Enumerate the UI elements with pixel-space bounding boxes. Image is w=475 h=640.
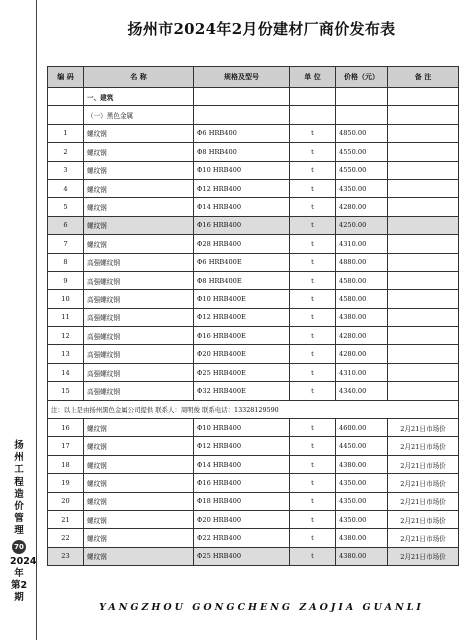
row-price: 4250.00 (336, 216, 388, 234)
table-header-row (48, 67, 459, 88)
row-code: 3 (48, 161, 84, 179)
subsection-row (48, 106, 459, 124)
table-row (48, 363, 459, 381)
row-remark (388, 198, 459, 216)
table-row (48, 290, 459, 308)
row-unit: t (290, 474, 336, 492)
page-title: 扬州市2024年2月份建材厂商价发布表 (127, 20, 396, 38)
row-spec: Φ8 HRB400 (194, 143, 290, 161)
row-unit: t (290, 363, 336, 381)
row-unit: t (290, 419, 336, 437)
row-unit: t (290, 327, 336, 345)
row-name: 高强螺纹钢 (84, 290, 194, 308)
row-remark (388, 216, 459, 234)
row-remark (388, 179, 459, 197)
row-code: 16 (48, 419, 84, 437)
table-row (48, 547, 459, 565)
row-price: 4280.00 (336, 327, 388, 345)
row-code: 19 (48, 474, 84, 492)
row-code: 9 (48, 271, 84, 289)
row-price: 4380.00 (336, 529, 388, 547)
table-row (48, 179, 459, 197)
row-remark: 2月21日市场价 (388, 529, 459, 547)
row-spec: Φ22 HRB400 (194, 529, 290, 547)
row-spec: Φ12 HRB400 (194, 437, 290, 455)
header-unit: 单 位 (290, 67, 336, 88)
row-unit: t (290, 216, 336, 234)
row-unit: t (290, 124, 336, 142)
row-code: 11 (48, 308, 84, 326)
table-row (48, 235, 459, 253)
row-code: 15 (48, 382, 84, 400)
row-price: 4280.00 (336, 198, 388, 216)
row-name: 高强螺纹钢 (84, 253, 194, 271)
journal-name: 扬州工程造价管理 (14, 440, 24, 537)
header-name: 名 称 (84, 67, 194, 88)
row-name: 螺纹钢 (84, 419, 194, 437)
table-row (48, 216, 459, 234)
row-name: 高强螺纹钢 (84, 327, 194, 345)
row-unit: t (290, 143, 336, 161)
row-code: 14 (48, 363, 84, 381)
row-name: 高强螺纹钢 (84, 271, 194, 289)
row-price: 4310.00 (336, 363, 388, 381)
row-name: 螺纹钢 (84, 547, 194, 565)
row-name: 螺纹钢 (84, 474, 194, 492)
row-spec: Φ18 HRB400 (194, 492, 290, 510)
price-table (47, 66, 459, 566)
row-remark: 2月21日市场价 (388, 474, 459, 492)
row-spec: Φ14 HRB400 (194, 455, 290, 473)
row-unit: t (290, 179, 336, 197)
row-remark (388, 382, 459, 400)
row-code: 4 (48, 179, 84, 197)
row-spec: Φ14 HRB400 (194, 198, 290, 216)
row-unit: t (290, 529, 336, 547)
row-unit: t (290, 198, 336, 216)
row-name: 高强螺纹钢 (84, 308, 194, 326)
table-row (48, 382, 459, 400)
row-price: 4580.00 (336, 271, 388, 289)
table-row (48, 143, 459, 161)
table-row (48, 253, 459, 271)
row-spec: Φ10 HRB400 (194, 419, 290, 437)
section-title: 一、建筑 (84, 88, 194, 106)
row-spec: Φ20 HRB400E (194, 345, 290, 363)
row-spec: Φ12 HRB400E (194, 308, 290, 326)
side-journal-label (10, 440, 37, 604)
row-remark: 2月21日市场价 (388, 547, 459, 565)
row-name: 螺纹钢 (84, 235, 194, 253)
row-price: 4380.00 (336, 547, 388, 565)
row-code: 10 (48, 290, 84, 308)
table-row (48, 437, 459, 455)
row-unit: t (290, 345, 336, 363)
row-name: 螺纹钢 (84, 161, 194, 179)
row-unit: t (290, 510, 336, 528)
row-spec: Φ16 HRB400 (194, 474, 290, 492)
row-code: 8 (48, 253, 84, 271)
row-price: 4380.00 (336, 455, 388, 473)
row-spec: Φ25 HRB400E (194, 363, 290, 381)
row-price: 4880.00 (336, 253, 388, 271)
table-row (48, 529, 459, 547)
row-unit: t (290, 235, 336, 253)
table-row (48, 308, 459, 326)
row-spec: Φ28 HRB400 (194, 235, 290, 253)
row-remark (388, 345, 459, 363)
table-row (48, 510, 459, 528)
row-price: 4340.00 (336, 382, 388, 400)
row-price: 4550.00 (336, 143, 388, 161)
row-remark: 2月21日市场价 (388, 510, 459, 528)
header-spec: 规格及型号 (194, 67, 290, 88)
row-unit: t (290, 455, 336, 473)
footer-journal-pinyin: YANGZHOU GONGCHENG ZAOJIA GUANLI (99, 602, 424, 613)
row-remark (388, 161, 459, 179)
header-remark: 备 注 (388, 67, 459, 88)
row-name: 螺纹钢 (84, 492, 194, 510)
row-price: 4280.00 (336, 345, 388, 363)
table-row (48, 327, 459, 345)
row-name: 螺纹钢 (84, 510, 194, 528)
row-code: 2 (48, 143, 84, 161)
table-row (48, 492, 459, 510)
table-row (48, 271, 459, 289)
row-spec: Φ6 HRB400E (194, 253, 290, 271)
table-row (48, 161, 459, 179)
row-unit: t (290, 547, 336, 565)
row-remark (388, 143, 459, 161)
table-row (48, 455, 459, 473)
row-price: 4380.00 (336, 308, 388, 326)
row-remark (388, 235, 459, 253)
row-code: 20 (48, 492, 84, 510)
row-name: 螺纹钢 (84, 455, 194, 473)
row-code: 7 (48, 235, 84, 253)
row-remark: 2月21日市场价 (388, 455, 459, 473)
row-name: 螺纹钢 (84, 124, 194, 142)
row-price: 4580.00 (336, 290, 388, 308)
row-name: 螺纹钢 (84, 216, 194, 234)
row-spec: Φ25 HRB400 (194, 547, 290, 565)
row-name: 螺纹钢 (84, 198, 194, 216)
subsection-title: （一）黑色金属 (84, 106, 194, 124)
row-remark: 2月21日市场价 (388, 437, 459, 455)
table-row (48, 345, 459, 363)
row-price: 4550.00 (336, 161, 388, 179)
row-remark: 2月21日市场价 (388, 492, 459, 510)
row-spec: Φ20 HRB400 (194, 510, 290, 528)
row-name: 螺纹钢 (84, 143, 194, 161)
row-price: 4350.00 (336, 474, 388, 492)
page-number: 70 (12, 540, 26, 554)
row-code: 13 (48, 345, 84, 363)
table-row (48, 419, 459, 437)
row-remark: 2月21日市场价 (388, 419, 459, 437)
row-remark (388, 271, 459, 289)
issue-label: 2024年第2期 (10, 555, 37, 604)
row-price: 4350.00 (336, 492, 388, 510)
row-remark (388, 363, 459, 381)
row-unit: t (290, 382, 336, 400)
table-row (48, 124, 459, 142)
row-code: 6 (48, 216, 84, 234)
row-name: 高强螺纹钢 (84, 382, 194, 400)
row-spec: Φ10 HRB400E (194, 290, 290, 308)
row-unit: t (290, 308, 336, 326)
supplier-note: 注：以上是由扬州黑色金属公司提供 联系人：周明俊 联系电话：13328129590 (48, 400, 459, 418)
row-spec: Φ10 HRB400 (194, 161, 290, 179)
row-spec: Φ6 HRB400 (194, 124, 290, 142)
row-spec: Φ32 HRB400E (194, 382, 290, 400)
row-remark (388, 327, 459, 345)
row-unit: t (290, 253, 336, 271)
note-row (48, 400, 459, 418)
row-name: 螺纹钢 (84, 529, 194, 547)
row-code: 5 (48, 198, 84, 216)
table-row (48, 474, 459, 492)
row-remark (388, 290, 459, 308)
row-code: 17 (48, 437, 84, 455)
row-spec: Φ8 HRB400E (194, 271, 290, 289)
row-spec: Φ16 HRB400E (194, 327, 290, 345)
left-margin-rule (36, 0, 37, 640)
row-code: 21 (48, 510, 84, 528)
row-spec: Φ12 HRB400 (194, 179, 290, 197)
row-price: 4350.00 (336, 510, 388, 528)
row-spec: Φ16 HRB400 (194, 216, 290, 234)
row-price: 4350.00 (336, 179, 388, 197)
row-name: 螺纹钢 (84, 179, 194, 197)
row-price: 4600.00 (336, 419, 388, 437)
section-row (48, 88, 459, 106)
row-code: 12 (48, 327, 84, 345)
row-price: 4310.00 (336, 235, 388, 253)
row-name: 螺纹钢 (84, 437, 194, 455)
header-code: 编 码 (48, 67, 84, 88)
row-price: 4450.00 (336, 437, 388, 455)
row-code: 23 (48, 547, 84, 565)
row-unit: t (290, 290, 336, 308)
row-unit: t (290, 271, 336, 289)
row-name: 高强螺纹钢 (84, 363, 194, 381)
row-unit: t (290, 492, 336, 510)
row-code: 1 (48, 124, 84, 142)
row-code: 18 (48, 455, 84, 473)
row-unit: t (290, 161, 336, 179)
row-name: 高强螺纹钢 (84, 345, 194, 363)
row-remark (388, 124, 459, 142)
row-remark (388, 253, 459, 271)
row-unit: t (290, 437, 336, 455)
header-price: 价格（元） (336, 67, 388, 88)
table-row (48, 198, 459, 216)
row-remark (388, 308, 459, 326)
row-code: 22 (48, 529, 84, 547)
row-price: 4850.00 (336, 124, 388, 142)
